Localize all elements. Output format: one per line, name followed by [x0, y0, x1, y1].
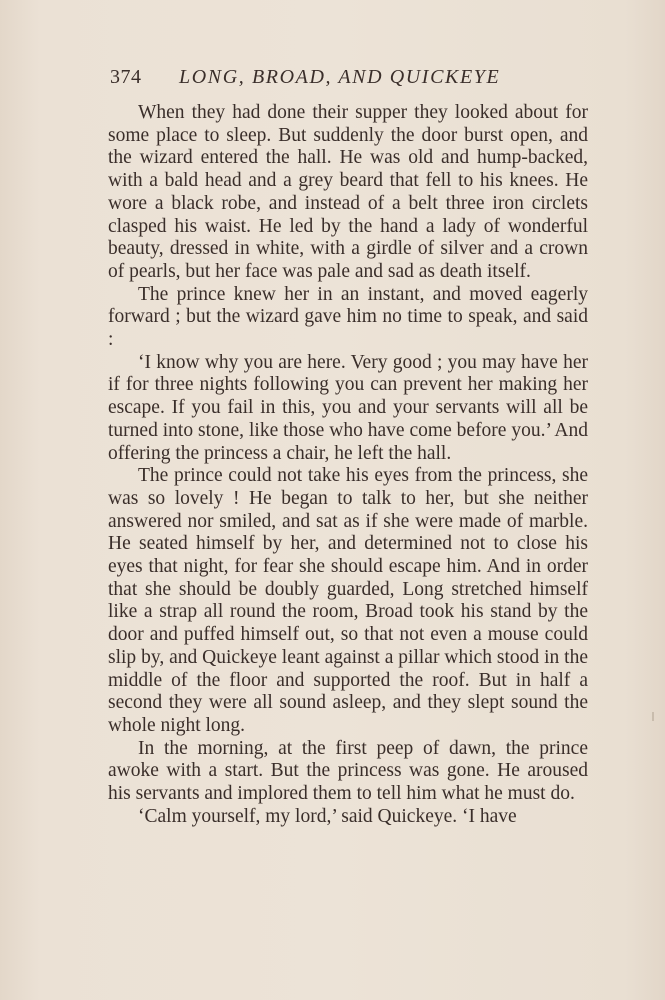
body-text	[108, 102, 588, 829]
paragraph: ‘I know why you are here. Very good ; you may have her if for three nights following you can prevent her making her escape. If you fail in this, you and your servants will all be turned into stone, like those who have come before you.’ And offering the princess a chair, he left the hall.	[108, 351, 588, 464]
margin-mark	[652, 712, 658, 721]
paragraph: When they had done their supper they looked about for some place to sleep. But suddenly the door burst open, and the wizard entered the hall. He was old and hump-backed, with a bald head and a grey beard that fell to his knees. He wore a black robe, and instead of a belt three iron circlets clasped his waist. He led by the hand a lady of wonderful beauty, dressed in white, with a girdle of silver and a crown of pearls, but her face was pale and sad as death itself.	[108, 102, 588, 282]
page-number: 374	[110, 66, 142, 88]
running-title: LONG, BROAD, AND QUICKEYE	[179, 66, 501, 88]
paragraph: The prince could not take his eyes from the princess, she was so lovely ! He began to talk to her, but she neither answered nor smiled, and sat as if she were made of marble. He seated himself by her, and determined not to close his eyes that night, for fear she should escape him. And in order that she should be doubly guarded, Long stretched himself like a strap all round the room, Broad took his stand by the door and puffed himself out, so that not even a mouse could slip by, and Quickeye leant against a pillar which stood in the middle of the floor and supported the roof. But in half a second they were all sound asleep, and they slept sound the whole night long.	[108, 465, 588, 736]
paragraph: ‘Calm yourself, my lord,’ said Quickeye. ‘I have	[138, 805, 517, 827]
page-header	[110, 66, 590, 92]
paragraph: The prince knew her in an instant, and moved eagerly forward ; but the wizard gave him no time to speak, and said :	[108, 283, 588, 351]
paragraph: In the morning, at the first peep of dawn, the prince awoke with a start. But the princess was gone. He aroused his servants and implored them to tell him what he must do.	[108, 737, 588, 805]
